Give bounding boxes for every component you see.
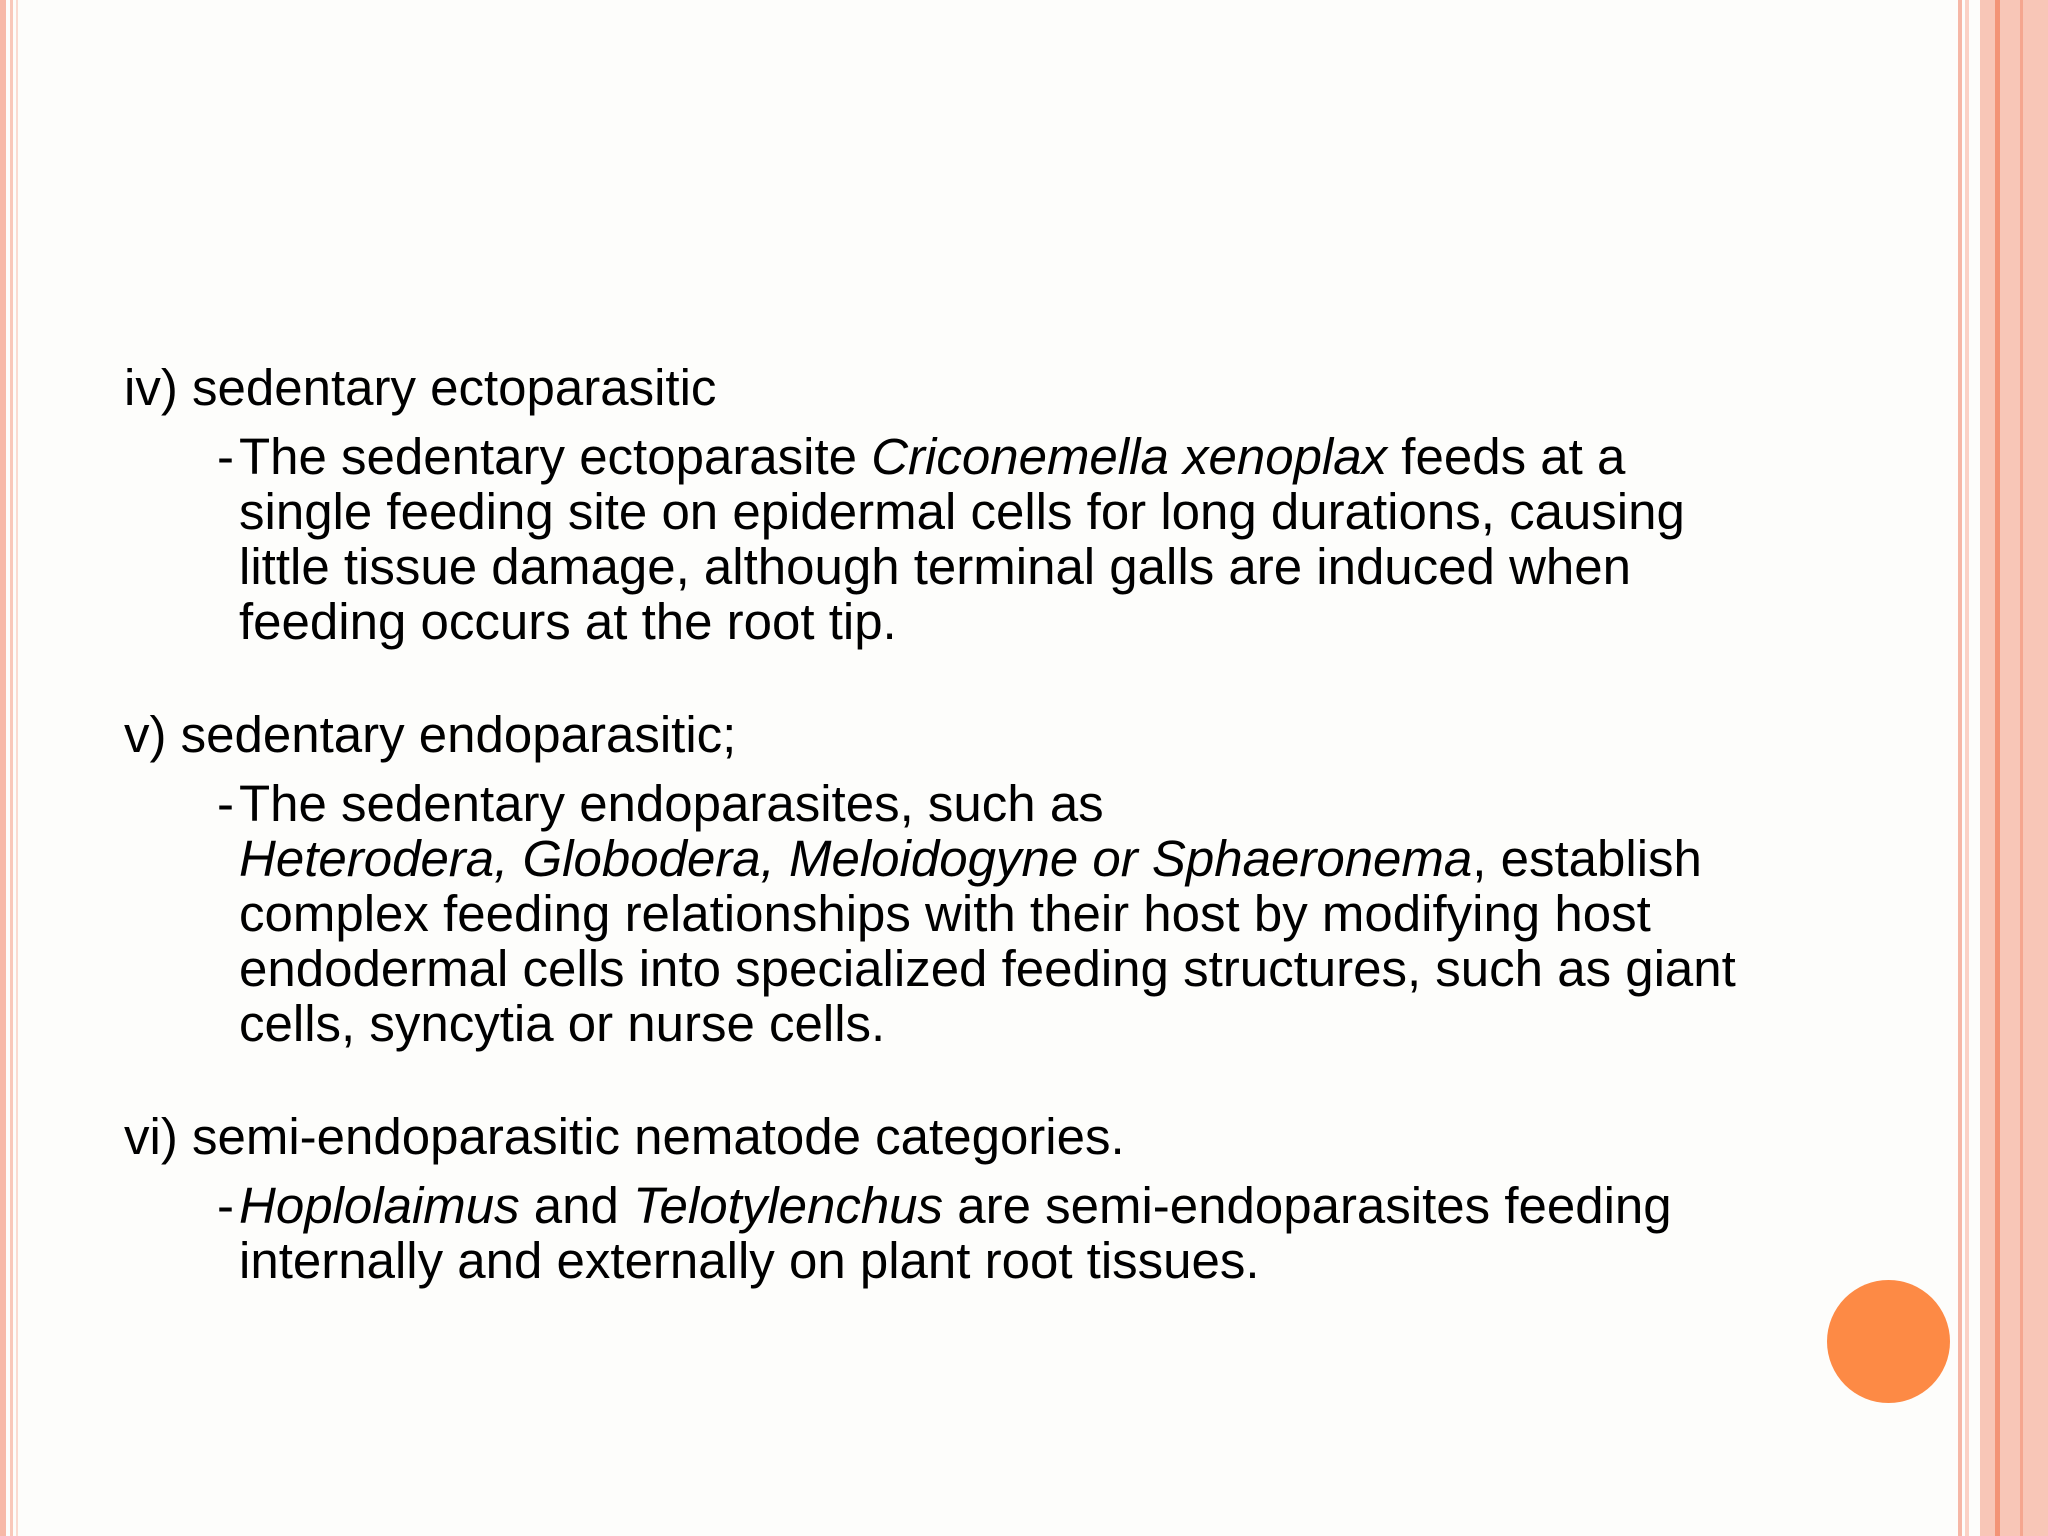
left-border-stripe (16, 0, 18, 1536)
italic-taxon-name: Heterodera, Globodera, Meloidogyne or Sphaeronema (239, 830, 1473, 887)
description-line (239, 539, 1924, 594)
text-run: internally and externally on plant root tissues. (239, 1232, 1260, 1289)
section-description (124, 1178, 1924, 1288)
text-run: cells, syncytia or nurse cells. (239, 995, 886, 1052)
text-run: endodermal cells into specialized feeding structures, such as giant (239, 940, 1736, 997)
section-description (124, 429, 1924, 649)
text-run: The sedentary endoparasites, such as (239, 775, 1104, 832)
description-line (239, 429, 1924, 484)
italic-taxon-name: Telotylenchus (633, 1177, 944, 1234)
text-run: feeds at a (1387, 428, 1626, 485)
text-run: are semi-endoparasites feeding (943, 1177, 1672, 1234)
text-run: The sedentary ectoparasite (239, 428, 872, 485)
description-line (239, 594, 1924, 649)
description-line (239, 996, 1924, 1051)
text-run: complex feeding relationships with their host by modifying host (239, 885, 1651, 942)
description-line (239, 831, 1924, 886)
description-line (239, 886, 1924, 941)
description-line (239, 1178, 1924, 1233)
right-border-stripe (1958, 0, 1962, 1536)
text-run: little tissue damage, although terminal galls are induced when (239, 538, 1631, 595)
section-heading: v) sedentary endoparasitic; (124, 706, 737, 763)
description-line (239, 484, 1924, 539)
text-run: and (519, 1177, 634, 1234)
description-line (239, 1233, 1924, 1288)
text-run: feeding occurs at the root tip. (239, 593, 897, 650)
right-border-stripe (2020, 0, 2023, 1536)
left-border-stripe (0, 0, 6, 1536)
accent-circle (1827, 1280, 1950, 1403)
description-line (239, 941, 1924, 996)
section-heading: iv) sedentary ectoparasitic (124, 359, 717, 416)
right-border-band (1980, 0, 2048, 1536)
text-run: single feeding site on epidermal cells for long durations, causing (239, 483, 1685, 540)
dash-bullet: - (217, 428, 234, 485)
section-description (124, 776, 1924, 1051)
dash-bullet: - (217, 1177, 234, 1234)
italic-taxon-name: Hoplolaimus (239, 1177, 520, 1234)
slide-content (124, 360, 1924, 1288)
text-run: , establish (1472, 830, 1702, 887)
italic-taxon-name: Criconemella xenoplax (871, 428, 1388, 485)
left-border-stripe (10, 0, 13, 1536)
dash-bullet: - (217, 775, 234, 832)
right-border-stripe (1965, 0, 1969, 1536)
description-line (239, 776, 1924, 831)
right-border-stripe (1995, 0, 2000, 1536)
section-heading: vi) semi-endoparasitic nematode categories. (124, 1108, 1125, 1165)
